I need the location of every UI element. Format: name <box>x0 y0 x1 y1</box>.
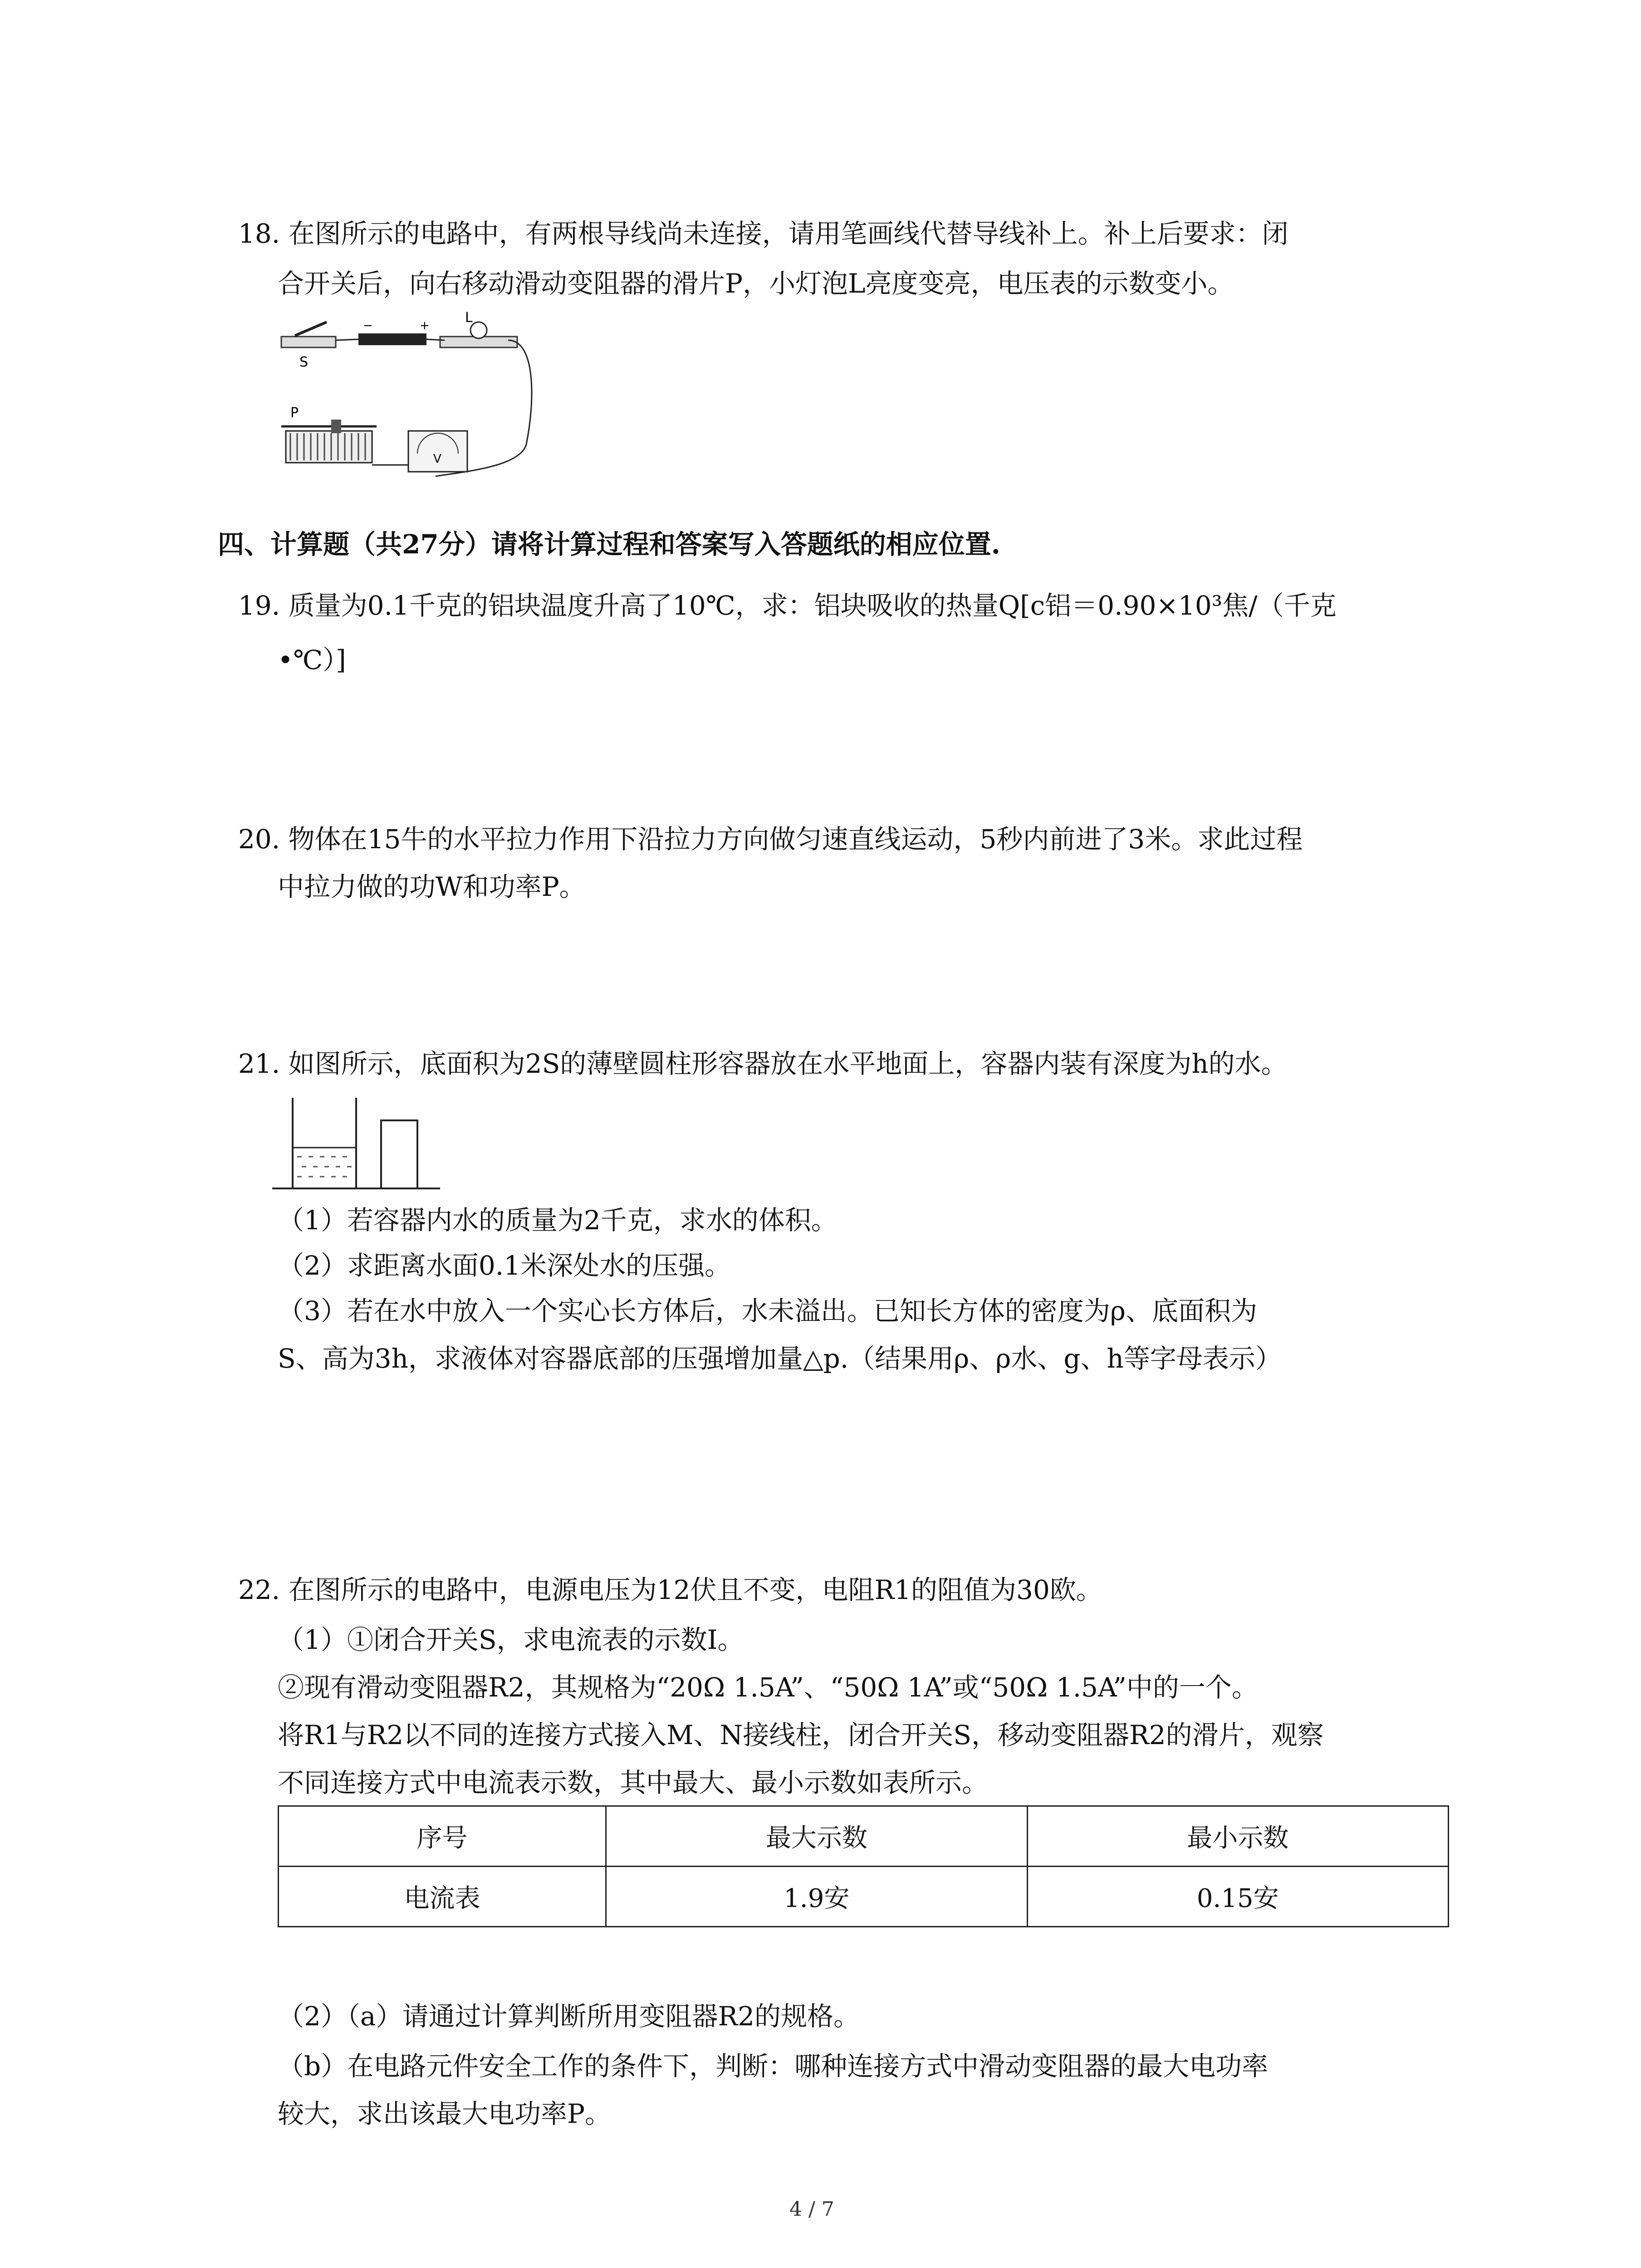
q21-sub3-line2: S、高为3h，求液体对容器底部的压强增加量△p.（结果用ρ、ρ水、g、h等字母表示） <box>278 1343 1282 1374</box>
battery <box>358 333 426 345</box>
readings-table <box>278 1805 1449 1927</box>
table-header-cell: 最小示数 <box>1027 1806 1448 1867</box>
switch-board <box>281 337 336 347</box>
switch-label: S <box>299 354 309 370</box>
q18-circuit-figure <box>272 308 599 499</box>
table-header-cell: 最大示数 <box>606 1806 1027 1867</box>
table-cell: 1.9安 <box>606 1867 1027 1927</box>
voltmeter-label: V <box>433 452 441 466</box>
water <box>294 1148 355 1188</box>
q18-line2: 合开关后，向右移动滑动变阻器的滑片P，小灯泡L亮度变亮，电压表的示数变小。 <box>278 268 1234 299</box>
battery-plus-label: + <box>420 319 430 332</box>
q21-sub1: （1）若容器内水的质量为2千克，求水的体积。 <box>278 1205 838 1236</box>
q19-line2: •℃）] <box>278 645 346 675</box>
q22-sub3: （2）（a）请通过计算判断所用变阻器R2的规格。 <box>278 2001 860 2032</box>
q22-sub2-line1: ②现有滑动变阻器R2，其规格为“20Ω 1.5A”、“50Ω 1A”或“50Ω 1.5A”中的一个。 <box>278 1672 1258 1703</box>
table-header-cell: 序号 <box>279 1806 606 1867</box>
q21-sub2: （2）求距离水面0.1米深处水的压强。 <box>278 1250 731 1281</box>
table-cell: 0.15安 <box>1027 1867 1448 1927</box>
bulb-label: L <box>465 310 473 326</box>
q21-sub3-line1: （3）若在水中放入一个实心长方体后，水未溢出。已知长方体的密度为ρ、底面积为 <box>278 1295 1258 1326</box>
q22-sub4-line1: （b）在电路元件安全工作的条件下，判断：哪种连接方式中滑动变阻器的最大电功率 <box>278 2051 1269 2082</box>
section-heading: 四、计算题（共27分）请将计算过程和答案写入答题纸的相应位置. <box>218 529 1000 560</box>
q20-line1: 20. 物体在15牛的水平拉力作用下沿拉力方向做匀速直线运动，5秒内前进了3米。求此过程 <box>238 824 1303 855</box>
page-number: 4 / 7 <box>789 2198 834 2221</box>
bulb <box>470 322 487 338</box>
q22-sub2-line3: 不同连接方式中电流表示数，其中最大、最小示数如表所示。 <box>278 1767 989 1798</box>
table-header-row <box>279 1806 1449 1867</box>
cuboid-block <box>381 1120 417 1188</box>
q22-sub4-line2: 较大，求出该最大电功率P。 <box>278 2098 612 2129</box>
table-cell: 电流表 <box>279 1867 606 1927</box>
q22-line1: 22. 在图所示的电路中，电源电压为12伏且不变，电阻R1的阻值为30欧。 <box>238 1574 1102 1605</box>
slider-label: P <box>290 405 299 421</box>
q21-container-figure <box>272 1089 445 1193</box>
rheostat-slider <box>331 420 341 433</box>
battery-minus-label: − <box>363 319 373 332</box>
q20-line2: 中拉力做的功W和功率P。 <box>278 871 586 902</box>
q21-line1: 21. 如图所示，底面积为2S的薄壁圆柱形容器放在水平地面上，容器内装有深度为h的水。 <box>238 1048 1288 1079</box>
q22-sub1: （1）①闭合开关S，求电流表的示数I。 <box>278 1624 744 1655</box>
q22-sub2-line2: 将R1与R2以不同的连接方式接入M、N接线柱，闭合开关S，移动变阻器R2的滑片，观察 <box>278 1720 1324 1750</box>
table-row <box>279 1867 1449 1927</box>
q18-line1: 18. 在图所示的电路中，有两根导线尚未连接，请用笔画线代替导线补上。补上后要求：闭 <box>238 218 1288 249</box>
q19-line1: 19. 质量为0.1千克的铝块温度升高了10℃，求：铝块吸收的热量Q[c铝＝0.90×10³焦/（千克 <box>238 590 1337 621</box>
switch-lever <box>295 322 327 336</box>
